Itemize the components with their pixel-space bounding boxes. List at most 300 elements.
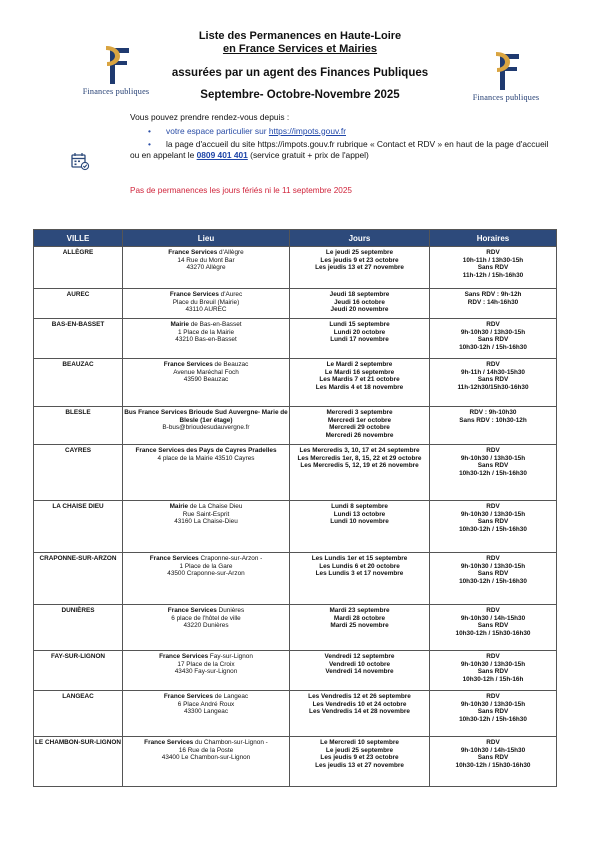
- cell-ville: FAY-SUR-LIGNON: [34, 651, 123, 691]
- jour-line: Le Mardi 2 septembre: [326, 361, 393, 368]
- lieu-line-text: 43160 La Chaise-Dieu: [174, 518, 238, 526]
- horaire-time: 10h-11h / 13h30-15h: [462, 256, 524, 264]
- finances-publiques-emblem-icon: [96, 44, 136, 86]
- phone-suffix: (service gratuit + prix de l'appel): [247, 149, 369, 160]
- cell-jours: [290, 553, 430, 605]
- cell-lieu: [123, 359, 290, 407]
- horaire-time: 9h-10h30 / 13h30-15h: [460, 660, 526, 668]
- cell-horaires: [430, 651, 557, 691]
- horaire-line: [431, 762, 555, 770]
- horaire-line: [431, 455, 555, 463]
- lieu-line-bold: France Services: [149, 555, 199, 562]
- horaire-line: [431, 578, 555, 586]
- horaire-label: Sans RDV: [477, 462, 509, 470]
- lieu-line-bold: France Services: [167, 607, 217, 614]
- lieu-line-text: Fay-sur-Lignon: [208, 653, 253, 660]
- jour-line: Le Mardi 16 septembre: [324, 368, 395, 376]
- option-personal-space-text: votre espace particulier sur: [166, 125, 269, 136]
- cell-jours: [290, 605, 430, 651]
- lieu-line: [124, 708, 288, 716]
- horaire-time: 9h-10h30 / 13h30-15h: [460, 700, 526, 708]
- permanences-table: [33, 229, 557, 787]
- lieu-line-text: de La Chaise Dieu: [188, 503, 243, 510]
- table-row: [34, 445, 557, 501]
- horaire-time: 9h-11h / 14h30-15h30: [461, 368, 525, 376]
- lieu-line-bold: Mairie: [170, 321, 189, 328]
- horaire-label: Sans RDV :: [459, 416, 496, 424]
- lieu-line-text: 43590 Beauzac: [183, 376, 229, 384]
- jour-line: Les Vendredis 10 et 24 octobre: [312, 700, 407, 708]
- table-row: [34, 359, 557, 407]
- cell-horaires: [430, 289, 557, 319]
- jour-line: Jeudi 18 septembre: [329, 291, 390, 298]
- lieu-line-text: 17 Place de la Croix: [177, 660, 235, 668]
- lieu-line-text: 43210 Bas-en-Basset: [175, 336, 237, 344]
- cell-lieu: [123, 553, 290, 605]
- cell-ville: BLESLE: [34, 407, 123, 445]
- finances-publiques-logo-right: [466, 50, 546, 108]
- lieu-line: [124, 570, 288, 578]
- lieu-line: [124, 622, 288, 630]
- lieu-line: [124, 661, 288, 669]
- horaire-line: [431, 653, 555, 661]
- lieu-line-text: 14 Rue du Mont Bar: [177, 256, 235, 264]
- cell-lieu: [123, 445, 290, 501]
- lieu-line-text: d'Allègre: [217, 249, 244, 256]
- lieu-line-text: 43270 Allègre: [186, 264, 226, 272]
- column-header-horaires: Horaires: [430, 230, 557, 247]
- lieu-line: [124, 701, 288, 709]
- jour-line: Mercredi 29 octobre: [329, 424, 390, 432]
- lieu-line-text: 43430 Fay-sur-Lignon: [174, 668, 238, 676]
- lieu-line: [124, 424, 288, 432]
- jour-line: Les jeudis 9 et 23 octobre: [320, 754, 399, 762]
- lieu-line-text: 6 place de l'hôtel de ville: [171, 614, 241, 622]
- horaire-time: 9h-10h30 / 13h30-15h: [460, 328, 526, 336]
- jour-line: Les jeudis 13 et 27 novembre: [315, 761, 404, 769]
- horaire-label: RDV: [486, 653, 500, 660]
- lieu-line: [124, 503, 288, 511]
- phone-number[interactable]: 0809 401 401: [196, 149, 248, 160]
- horaire-label: Sans RDV: [477, 264, 509, 272]
- impots-link[interactable]: https://impots.gouv.fr: [268, 125, 346, 136]
- horaire-time: 10h30-12h / 15h-16h30: [459, 715, 527, 723]
- option-homepage: [130, 139, 550, 150]
- jour-line: Vendredi 12 septembre: [324, 653, 395, 660]
- horaire-time: 14h-16h30: [486, 298, 519, 306]
- lieu-line-text: 43300 Langeac: [183, 708, 229, 716]
- horaire-label: RDV: [486, 693, 500, 700]
- horaire-label: RDV: [486, 503, 500, 510]
- lieu-line-text: de Beauzac: [212, 361, 249, 368]
- table-row: [34, 737, 557, 787]
- lieu-line: [124, 615, 288, 623]
- lieu-line-text: Dunières: [216, 607, 245, 614]
- cell-lieu: [123, 501, 290, 553]
- cell-lieu: [123, 737, 290, 787]
- horaire-line: [431, 526, 555, 534]
- lieu-line-text: Rue Saint-Esprit: [182, 510, 230, 518]
- horaire-label: Sans RDV: [477, 376, 509, 384]
- jour-line: Les Lundis 1er et 15 septembre: [311, 555, 408, 562]
- bullet-icon: •: [148, 125, 151, 136]
- cell-lieu: [123, 407, 290, 445]
- cell-ville: DUNIÈRES: [34, 605, 123, 651]
- lieu-line: [124, 511, 288, 519]
- horaire-label: Sans RDV :: [464, 291, 501, 298]
- jour-line: Les Mardis 4 et 18 novembre: [315, 383, 404, 391]
- horaire-label: Sans RDV: [477, 754, 509, 762]
- cell-horaires: [430, 605, 557, 651]
- horaire-line: [431, 676, 555, 684]
- horaire-label: RDV: [486, 447, 500, 454]
- jour-line: Les Lundis 6 et 20 octobre: [319, 562, 400, 570]
- lieu-line-text: 1 Place de la Gare: [179, 562, 233, 570]
- option-personal-space: [130, 126, 550, 137]
- page-subtitle: en France Services et Mairies: [222, 43, 378, 55]
- horaire-time: 9h-10h30 / 14h-15h30: [460, 746, 526, 754]
- lieu-line-text: 6 Place André Roux: [177, 700, 235, 708]
- horaire-line: [431, 607, 555, 615]
- lieu-line-bold: France Services: [169, 291, 219, 298]
- lieu-line-text: 1 Place de la Mairie: [177, 328, 235, 336]
- horaire-label: RDV: [486, 607, 500, 614]
- horaire-line: [431, 321, 555, 329]
- cell-horaires: [430, 359, 557, 407]
- jour-line: Mercredi 26 novembre: [325, 431, 394, 439]
- lieu-line-text: d'Aurec: [218, 291, 243, 298]
- cell-lieu: [123, 691, 290, 737]
- lieu-line: [124, 668, 288, 676]
- lieu-line-text: 4 place de la Mairie 43510 Cayres: [157, 454, 255, 462]
- jour-line: Les Vendredis 14 et 28 novembre: [309, 708, 410, 716]
- horaire-line: [431, 503, 555, 511]
- horaire-time: 11h-12h30/15h30-16h30: [457, 383, 529, 391]
- horaire-line: [431, 384, 555, 392]
- cell-ville: BAS-EN-BASSET: [34, 319, 123, 359]
- lieu-line-text: 43500 Craponne-sur-Arzon: [167, 570, 245, 578]
- horaire-line: [431, 701, 555, 709]
- cell-lieu: [123, 247, 290, 289]
- horaire-label: RDV :: [469, 409, 489, 416]
- lieu-line-bold: Mairie: [169, 503, 189, 510]
- horaire-line: [431, 518, 555, 526]
- cell-jours: [290, 247, 430, 289]
- lieu-line: [124, 409, 288, 424]
- lieu-line-text: du Chambon-sur-Lignon -: [193, 739, 268, 746]
- jour-line: Mardi 23 septembre: [329, 607, 390, 614]
- horaire-line: [431, 563, 555, 571]
- jour-line: Les Mercredis 3, 10, 17 et 24 septembre: [299, 447, 420, 454]
- horaire-line: [431, 299, 555, 307]
- horaire-time: 9h-10h30 / 14h-15h30: [460, 614, 526, 622]
- horaire-time: 10h30-12h / 15h-16h: [462, 675, 524, 683]
- lieu-line: [124, 369, 288, 377]
- appointment-options: [130, 126, 550, 150]
- appointment-info: [130, 112, 550, 160]
- horaire-line: [431, 257, 555, 265]
- jour-line: Mercredi 3 septembre: [326, 409, 393, 416]
- column-header-lieu: Lieu: [123, 230, 290, 247]
- horaire-time: 9h-10h30 / 13h30-15h: [460, 510, 526, 518]
- lieu-line: [124, 563, 288, 571]
- phone-prefix: ou en appelant le: [130, 149, 197, 160]
- page-title: Liste des Permanences en Haute-Loire: [198, 30, 402, 42]
- lieu-line: [124, 329, 288, 337]
- lieu-line-bold: France Services: [144, 739, 194, 746]
- table-row: [34, 247, 557, 289]
- horaire-label: RDV: [486, 739, 500, 746]
- horaire-line: [431, 693, 555, 701]
- cell-horaires: [430, 737, 557, 787]
- lieu-line: [124, 321, 288, 329]
- lieu-line-bold: France Services: [163, 693, 213, 700]
- horaire-line: [431, 376, 555, 384]
- horaire-time: 9h-10h30 / 13h30-15h: [460, 562, 526, 570]
- jour-line: Les Mercredis 5, 12, 19 et 26 novembre: [300, 462, 419, 470]
- table-row: [34, 651, 557, 691]
- lieu-line-bold: France Services des Pays de Cayres Pradelles: [135, 447, 277, 454]
- jour-line: Le Mercredi 10 septembre: [320, 739, 399, 746]
- jour-line: Lundi 10 novembre: [330, 518, 389, 526]
- table-row: [34, 319, 557, 359]
- horaire-line: [431, 570, 555, 578]
- lieu-line-text: B-bus@brioudesudauvergne.fr: [162, 424, 250, 432]
- cell-jours: [290, 407, 430, 445]
- cell-horaires: [430, 445, 557, 501]
- cell-jours: [290, 691, 430, 737]
- horaire-label: RDV :: [467, 298, 487, 306]
- horaire-line: [431, 329, 555, 337]
- lieu-line-text: 43220 Dunières: [183, 622, 229, 630]
- lieu-line-bold: France Services: [163, 361, 213, 368]
- horaire-line: [431, 622, 555, 630]
- jour-line: Vendredi 10 octobre: [328, 660, 391, 668]
- cell-ville: CRAPONNE-SUR-ARZON: [34, 553, 123, 605]
- horaire-label: RDV: [486, 361, 500, 368]
- horaire-label: Sans RDV: [477, 668, 509, 676]
- horaire-label: Sans RDV: [477, 570, 509, 578]
- lieu-line: [124, 336, 288, 344]
- horaire-time: 9h-10h30 / 13h30-15h: [460, 454, 526, 462]
- page-period: Septembre- Octobre-Novembre 2025: [200, 89, 400, 101]
- horaire-line: [431, 661, 555, 669]
- table-row: [34, 501, 557, 553]
- finances-publiques-emblem-icon: [486, 50, 526, 92]
- jour-line: Lundi 17 novembre: [330, 336, 389, 344]
- cell-horaires: [430, 691, 557, 737]
- table-row: [34, 407, 557, 445]
- lieu-line-bold: France Services: [159, 653, 209, 660]
- cell-lieu: [123, 319, 290, 359]
- horaire-line: [431, 754, 555, 762]
- horaire-line: [431, 511, 555, 519]
- cell-jours: [290, 445, 430, 501]
- lieu-line: [124, 607, 288, 615]
- jour-line: Les Mercredis 1er, 8, 15, 22 et 29 octobre: [297, 454, 422, 462]
- jour-line: Les Lundis 3 et 17 novembre: [315, 570, 404, 578]
- lieu-line: [124, 754, 288, 762]
- horaire-line: [431, 272, 555, 280]
- cell-lieu: [123, 651, 290, 691]
- cell-jours: [290, 737, 430, 787]
- lieu-line-bold: France Services: [168, 249, 218, 256]
- cell-jours: [290, 359, 430, 407]
- horaire-line: [431, 555, 555, 563]
- bullet-icon: •: [148, 139, 151, 149]
- cell-ville: ALLÈGRE: [34, 247, 123, 289]
- cell-ville: LANGEAC: [34, 691, 123, 737]
- horaire-time: 10h30-12h / 15h-16h30: [459, 525, 527, 533]
- lieu-line: [124, 518, 288, 526]
- cell-horaires: [430, 247, 557, 289]
- horaire-label: RDV: [486, 249, 500, 256]
- lieu-line-text: Avenue Maréchal Foch: [173, 368, 239, 376]
- cell-jours: [290, 651, 430, 691]
- lieu-line-text: de Langeac: [212, 693, 249, 700]
- jour-line: Lundi 13 octobre: [333, 510, 386, 518]
- column-header-jours: Jours: [290, 230, 430, 247]
- lieu-line: [124, 739, 288, 747]
- jour-line: Lundi 8 septembre: [331, 503, 388, 510]
- horaire-line: [431, 716, 555, 724]
- logo-text: Finances publiques: [82, 87, 150, 96]
- horaire-time: 9h-10h30: [488, 409, 517, 416]
- lieu-line: [124, 747, 288, 755]
- jour-line: Mercredi 1er octobre: [327, 416, 392, 424]
- horaire-line: [431, 630, 555, 638]
- lieu-line: [124, 299, 288, 307]
- cell-lieu: [123, 289, 290, 319]
- horaire-line: [431, 369, 555, 377]
- cell-jours: [290, 501, 430, 553]
- horaire-label: Sans RDV: [477, 336, 509, 344]
- cell-jours: [290, 289, 430, 319]
- lieu-line: [124, 361, 288, 369]
- cell-horaires: [430, 501, 557, 553]
- cell-ville: LA CHAISE DIEU: [34, 501, 123, 553]
- horaire-time: 9h-12h: [500, 291, 522, 298]
- lieu-line: [124, 306, 288, 314]
- jour-line: Jeudi 16 octobre: [334, 298, 385, 306]
- table-row: [34, 553, 557, 605]
- jour-line: Les Mardis 7 et 21 octobre: [319, 376, 400, 384]
- horaire-line: [431, 615, 555, 623]
- logo-text: Finances publiques: [472, 93, 540, 102]
- lieu-line: [124, 693, 288, 701]
- horaire-line: [431, 291, 555, 299]
- horaire-time: 10h30-12h / 15h30-16h30: [455, 761, 531, 769]
- option-homepage-text: la page d'accueil du site https://impots.gouv.fr rubrique « Contact et RDV » en haut de la page d'accueil: [166, 139, 549, 149]
- jour-line: Mardi 28 octobre: [333, 614, 386, 622]
- cell-jours: [290, 319, 430, 359]
- cell-horaires: [430, 407, 557, 445]
- lieu-line: [124, 555, 288, 563]
- cell-ville: BEAUZAC: [34, 359, 123, 407]
- lieu-line: [124, 376, 288, 384]
- lieu-line-text: 16 Rue de la Poste: [178, 746, 234, 754]
- column-header-ville: VILLE: [34, 230, 123, 247]
- horaire-time: 10h30-12h / 15h-16h30: [459, 469, 527, 477]
- horaire-line: [431, 409, 555, 417]
- horaire-line: [431, 470, 555, 478]
- horaire-label: RDV: [486, 321, 500, 328]
- jour-line: Le jeudi 25 septembre: [325, 746, 394, 754]
- lieu-line: [124, 455, 288, 463]
- jour-line: Lundi 15 septembre: [329, 321, 390, 328]
- horaire-line: [431, 447, 555, 455]
- jour-line: Mardi 25 novembre: [330, 622, 389, 630]
- lieu-line-text: Place du Breuil (Mairie): [172, 298, 240, 306]
- jour-line: Les jeudis 9 et 23 octobre: [320, 256, 399, 264]
- cell-ville: CAYRES: [34, 445, 123, 501]
- lieu-line-text: 43400 Le Chambon-sur-Lignon: [161, 754, 251, 762]
- horaire-time: 10h30-12h / 15h-16h30: [459, 577, 527, 585]
- page-subtitle-agent: assurées par un agent des Finances Publiques: [171, 67, 429, 79]
- intro-lead: Vous pouvez prendre rendez-vous depuis :: [130, 112, 290, 122]
- horaire-line: [431, 336, 555, 344]
- holiday-notice: Pas de permanences les jours fériés ni le 11 septembre 2025: [130, 186, 352, 195]
- lieu-line: [124, 264, 288, 272]
- horaire-line: [431, 747, 555, 755]
- horaire-label: Sans RDV: [477, 708, 509, 716]
- jour-line: Les jeudis 13 et 27 novembre: [315, 264, 404, 272]
- lieu-line-bold: Bus France Services Brioude Sud Auvergne- Marie de Blesle (1er étage): [124, 409, 288, 424]
- cell-lieu: [123, 605, 290, 651]
- horaire-time: 10h30-12h / 15h-16h30: [459, 343, 527, 351]
- horaire-line: [431, 417, 555, 425]
- jour-line: Le jeudi 25 septembre: [325, 249, 394, 256]
- jour-line: Lundi 20 octobre: [333, 328, 386, 336]
- lieu-line: [124, 291, 288, 299]
- calendar-check-icon: [70, 151, 90, 171]
- lieu-line: [124, 653, 288, 661]
- lieu-line-text: 43110 AUREC: [185, 306, 227, 314]
- horaire-time: 10h30-12h: [495, 416, 527, 424]
- table-header-row: [34, 230, 557, 247]
- lieu-line-text: Craponne-sur-Arzon -: [198, 555, 263, 562]
- table-row: [34, 605, 557, 651]
- cell-ville: AUREC: [34, 289, 123, 319]
- horaire-line: [431, 739, 555, 747]
- phone-line: [130, 150, 550, 161]
- horaire-line: [431, 462, 555, 470]
- horaire-line: [431, 708, 555, 716]
- cell-horaires: [430, 319, 557, 359]
- lieu-line-text: de Bas-en-Basset: [188, 321, 242, 328]
- horaire-time: 11h-12h / 15h-16h30: [462, 271, 524, 279]
- horaire-time: 10h30-12h / 15h30-16h30: [455, 629, 531, 637]
- finances-publiques-logo-left: [76, 44, 156, 102]
- horaire-line: [431, 344, 555, 352]
- horaire-label: RDV: [486, 555, 500, 562]
- cell-ville: LE CHAMBON-SUR-LIGNON: [34, 737, 123, 787]
- cell-horaires: [430, 553, 557, 605]
- horaire-line: [431, 668, 555, 676]
- jour-line: Les Vendredis 12 et 26 septembre: [308, 693, 411, 700]
- table-row: [34, 691, 557, 737]
- horaire-label: Sans RDV: [477, 518, 509, 526]
- lieu-line: [124, 257, 288, 265]
- jour-line: Vendredi 14 novembre: [325, 668, 394, 676]
- jour-line: Jeudi 20 novembre: [330, 306, 389, 314]
- horaire-line: [431, 264, 555, 272]
- horaire-line: [431, 361, 555, 369]
- lieu-line: [124, 249, 288, 257]
- lieu-line: [124, 447, 288, 455]
- table-row: [34, 289, 557, 319]
- horaire-line: [431, 249, 555, 257]
